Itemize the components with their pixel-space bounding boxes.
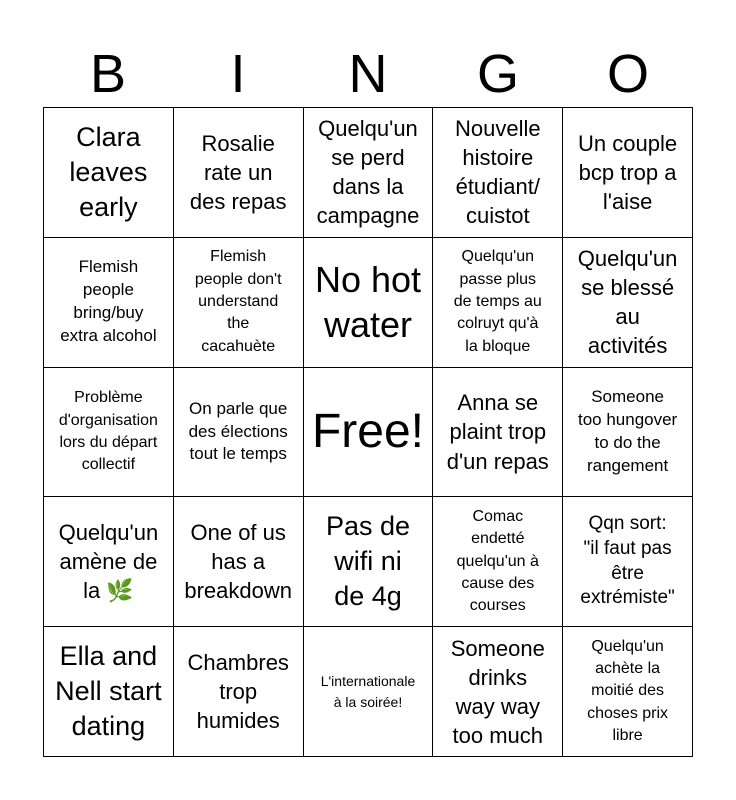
cell-text: Problème d'organisation lors du départ collectif — [58, 389, 158, 474]
cell-text: Comac endetté quelqu'un à cause des courses — [456, 507, 539, 615]
cell-text: Flemish people bring/buy extra alcohol — [60, 257, 157, 346]
bingo-cell[interactable] — [563, 497, 693, 627]
bingo-cell[interactable] — [433, 627, 563, 757]
cell-text: One of us has a breakdown — [184, 520, 293, 604]
cell-text: Anna se plaint trop d'un repas — [446, 390, 549, 474]
cell-text: Flemish people don't understand the cacahuète — [194, 248, 282, 355]
bingo-cell[interactable] — [44, 497, 174, 627]
cell-text: Clara leaves early — [69, 121, 148, 222]
cell-text: Pas de wifi ni de 4g — [325, 511, 411, 612]
bingo-cell[interactable] — [174, 368, 304, 498]
bingo-cell[interactable] — [44, 238, 174, 368]
bingo-cell[interactable] — [304, 108, 434, 238]
bingo-cell[interactable] — [563, 368, 693, 498]
cell-text: Un couple bcp trop a l'aise — [578, 130, 678, 214]
header-letter-n: N — [348, 44, 388, 104]
bingo-cell[interactable] — [174, 497, 304, 627]
bingo-cell-free[interactable] — [304, 368, 434, 498]
bingo-cell[interactable] — [433, 368, 563, 498]
header-letter-b: B — [89, 44, 127, 104]
bingo-cell[interactable] — [433, 108, 563, 238]
cell-text: Quelqu'un achète la moitié des choses prix libre — [587, 637, 669, 745]
bingo-cell[interactable] — [174, 238, 304, 368]
bingo-cell[interactable] — [304, 238, 434, 368]
free-space-text: Free! — [311, 404, 424, 458]
bingo-cell[interactable] — [174, 627, 304, 757]
bingo-cell[interactable] — [563, 108, 693, 238]
bingo-cell[interactable] — [44, 108, 174, 238]
cell-text: L'internationale à la soirée! — [320, 672, 416, 710]
cell-text: Quelqu'un passe plus de temps au colruyt qu'à la bloque — [453, 248, 542, 355]
header-letter-g: G — [476, 44, 519, 104]
cell-text: Quelqu'un se blessé au activités — [577, 246, 678, 359]
bingo-cell[interactable] — [433, 238, 563, 368]
bingo-cell[interactable] — [44, 368, 174, 498]
bingo-grid — [43, 107, 693, 757]
bingo-cell[interactable] — [563, 238, 693, 368]
cell-text: On parle que des élections tout le temps — [188, 398, 288, 464]
cell-text: No hot water — [314, 259, 422, 346]
cell-text: Quelqu'un amène de la 🌿 — [58, 520, 159, 604]
cell-text: Chambres trop humides — [187, 650, 289, 734]
header-letter-o: O — [606, 44, 649, 104]
cell-text: Quelqu'un se perd dans la campagne — [316, 116, 420, 229]
bingo-cell[interactable] — [304, 627, 434, 757]
bingo-cell[interactable] — [44, 627, 174, 757]
bingo-cell[interactable] — [433, 497, 563, 627]
bingo-header — [43, 42, 693, 106]
header-letter-i: I — [230, 44, 246, 104]
bingo-cell[interactable] — [304, 497, 434, 627]
cell-text: Nouvelle histoire étudiant/ cuistot — [454, 116, 541, 229]
bingo-cell[interactable] — [563, 627, 693, 757]
cell-text: Someone too hungover to do the rangement — [577, 387, 678, 475]
cell-text: Ella and Nell start dating — [55, 640, 162, 742]
cell-text: Rosalie rate un des repas — [189, 130, 287, 214]
bingo-cell[interactable] — [174, 108, 304, 238]
cell-text: Someone drinks way way too much — [450, 635, 545, 748]
cell-text: Qqn sort: "il faut pas être extrémiste" — [580, 513, 675, 609]
